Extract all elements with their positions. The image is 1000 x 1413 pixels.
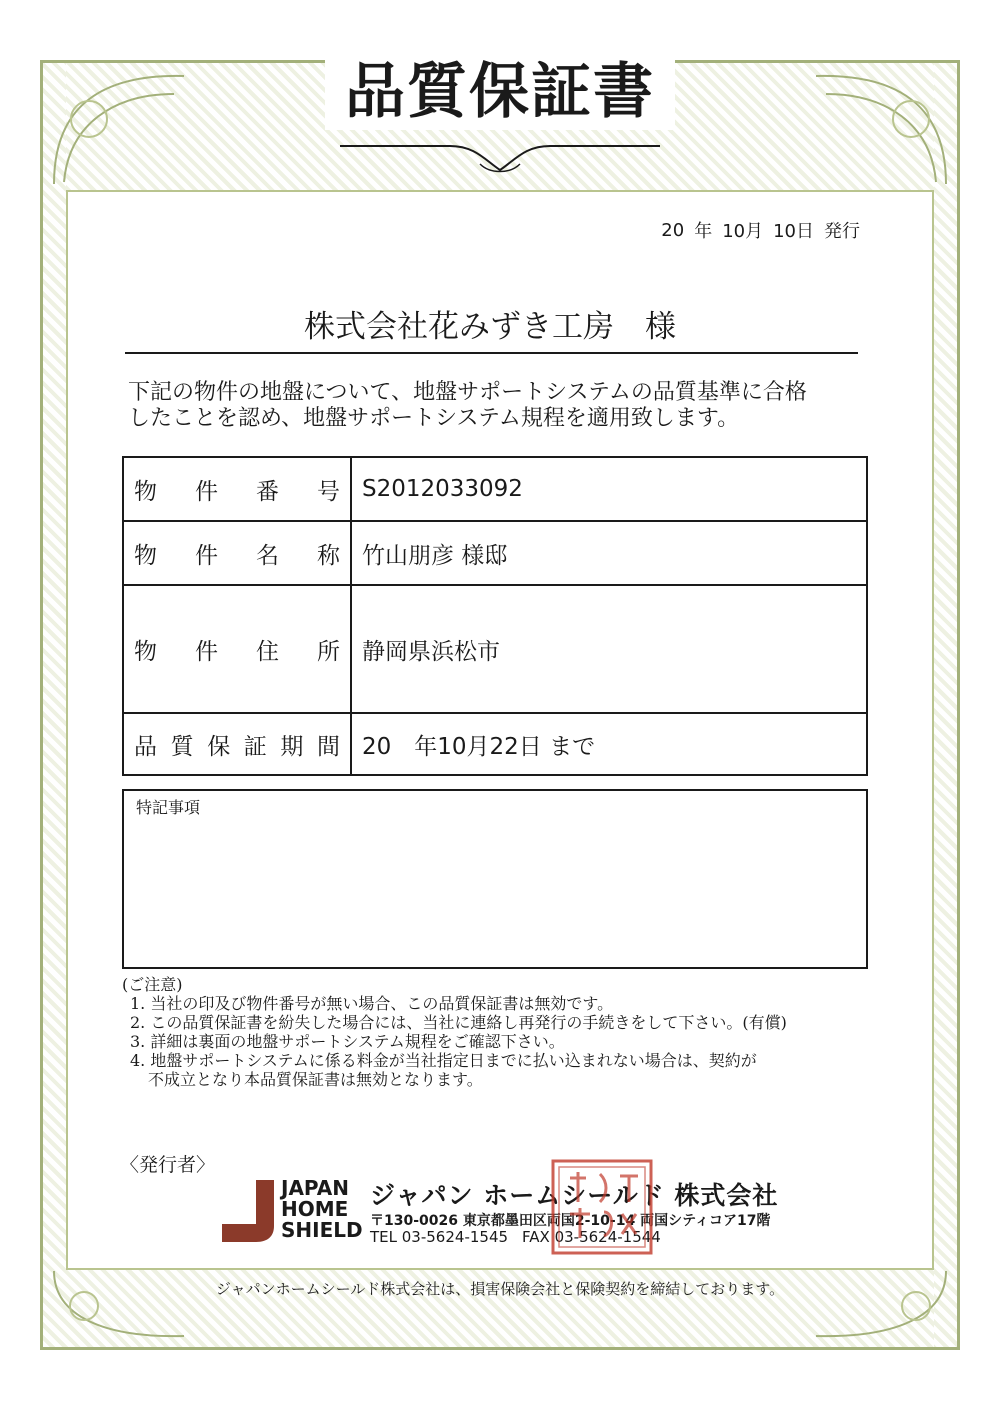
property-number-value: S2012033092	[351, 457, 867, 521]
label-char: 名	[256, 542, 279, 569]
table-row-property-name	[123, 521, 867, 585]
label-char: 称	[317, 542, 340, 569]
logo-word: SHIELD	[281, 1218, 363, 1242]
label-char: 番	[256, 478, 279, 505]
note-item-continuation: 不成立となり本品質保証書は無効となります。	[148, 1070, 483, 1089]
table-row-warranty-period	[123, 713, 867, 775]
property-name-value: 竹山朋彦 様邸	[351, 521, 867, 585]
issue-date	[590, 216, 860, 244]
label-char: 物	[134, 478, 157, 505]
label-char: 保	[207, 733, 231, 760]
notes-section	[122, 975, 882, 1089]
label-char: 件	[195, 542, 218, 569]
company-name: ジャパン ホームシールド 株式会社	[370, 1181, 779, 1210]
label-char: 証	[243, 733, 267, 760]
jhs-logo-icon	[222, 1180, 278, 1242]
property-info-table	[122, 456, 868, 776]
warranty-period-value: 20 年10月22日 まで	[351, 713, 867, 775]
issue-suffix: 発行	[824, 221, 860, 242]
issue-year-unit: 年	[694, 221, 713, 242]
label-char: 件	[195, 638, 218, 665]
note-item: 1. 当社の印及び物件番号が無い場合、この品質保証書は無効です。	[130, 994, 614, 1013]
remarks-box	[122, 789, 868, 969]
company-address: 〒130-0026 東京都墨田区両国2-10-14 両国シティコア17階	[370, 1213, 771, 1229]
company-tel: TEL 03-5624-1545	[370, 1228, 509, 1246]
intro-line-1: 下記の物件の地盤について、地盤サポートシステムの品質基準に合格	[128, 380, 807, 405]
table-row-property-number	[123, 457, 867, 521]
intro-line-2: したことを認め、地盤サポートシステム規程を適用致します。	[128, 406, 740, 431]
remarks-label: 特記事項	[136, 798, 201, 817]
corner-ornament-top-right	[806, 64, 956, 194]
table-row-property-address	[123, 585, 867, 713]
corner-ornament-top-left	[44, 64, 194, 194]
property-address-label	[123, 585, 351, 713]
note-item: 4. 地盤サポートシステムに係る料金が当社指定日までに払い込まれない場合は、契約が	[130, 1051, 757, 1070]
label-char: 間	[316, 733, 340, 760]
recipient-underline	[125, 352, 858, 354]
issuer-label: 〈発行者〉	[120, 1154, 216, 1176]
label-char: 号	[317, 478, 340, 505]
label-char: 住	[256, 638, 279, 665]
issue-month: 10月	[722, 221, 764, 242]
logo-word: JAPAN	[281, 1176, 349, 1200]
label-char: 品	[134, 733, 157, 760]
label-char: 所	[317, 638, 340, 665]
footer-note: ジャパンホームシールド株式会社は、損害保険会社と保険契約を締結しております。	[215, 1280, 785, 1298]
logo-wordmark	[281, 1178, 361, 1241]
note-item: 3. 詳細は裏面の地盤サポートシステム規程をご確認下さい。	[130, 1032, 565, 1051]
label-char: 件	[195, 478, 218, 505]
label-char: 期	[280, 733, 304, 760]
document-title: 品質保証書	[345, 57, 655, 127]
label-char: 物	[134, 542, 157, 569]
notes-heading: (ご注意)	[122, 975, 183, 994]
issue-day: 10日	[773, 221, 814, 242]
property-address-value: 静岡県浜松市	[351, 585, 867, 713]
company-fax: FAX 03-5624-1544	[522, 1228, 661, 1246]
intro-text	[128, 380, 868, 432]
note-item: 2. この品質保証書を紛失した場合には、当社に連絡し再発行の手続きをして下さい。(有償)	[130, 1013, 787, 1032]
recipient-name: 株式会社花みずき工房 様	[304, 309, 676, 345]
label-char: 物	[134, 638, 157, 665]
warranty-period-label	[123, 713, 351, 775]
issue-year: 20	[661, 219, 685, 241]
property-name-label	[123, 521, 351, 585]
company-seal-stamp	[550, 1158, 654, 1256]
logo-word: HOME	[281, 1197, 349, 1221]
property-number-label	[123, 457, 351, 521]
title-flourish	[340, 140, 660, 180]
label-char: 質	[170, 733, 194, 760]
